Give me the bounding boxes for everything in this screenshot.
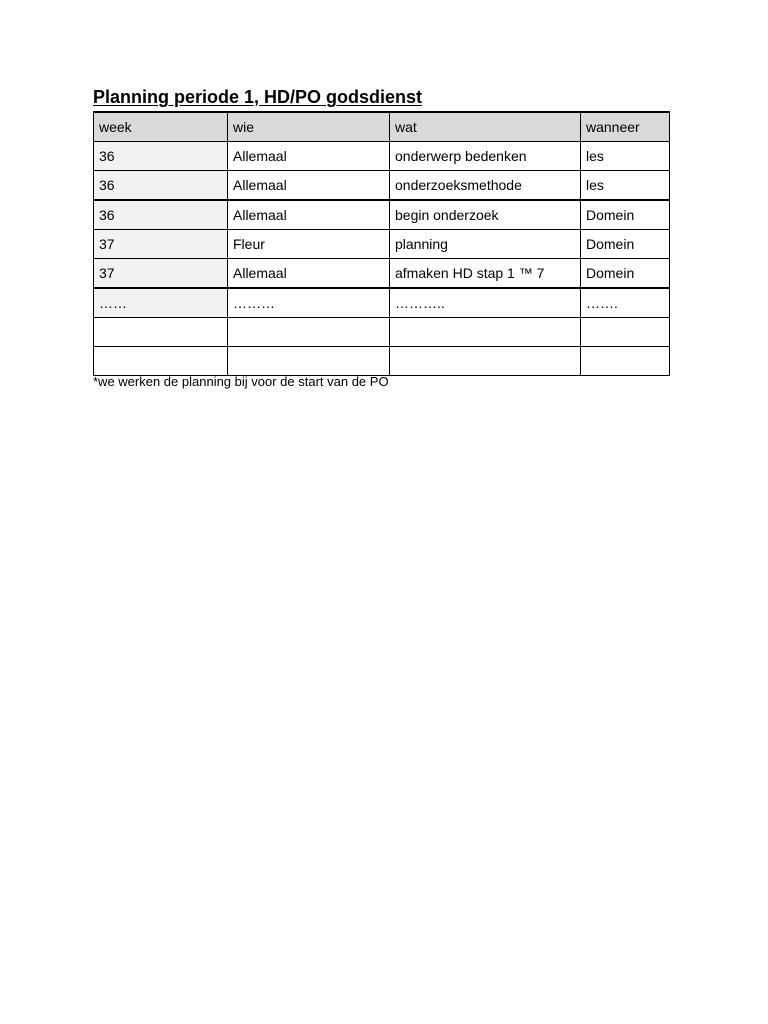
table-row (94, 347, 670, 376)
week-cell: …… (94, 288, 228, 318)
footnote: *we werken de planning bij voor de start van de PO (93, 374, 389, 389)
week-cell: 37 (94, 230, 228, 259)
wie-cell: ……… (228, 288, 390, 318)
wanneer-cell (581, 347, 670, 376)
wanneer-cell: les (581, 142, 670, 171)
wie-cell: Allemaal (228, 142, 390, 171)
wie-cell: Fleur (228, 230, 390, 259)
wanneer-cell: ……. (581, 288, 670, 318)
table-row (94, 288, 670, 318)
wat-cell: afmaken HD stap 1 ™ 7 (390, 259, 581, 289)
wie-cell: Allemaal (228, 200, 390, 230)
wie-cell (228, 318, 390, 347)
week-cell: 36 (94, 142, 228, 171)
wanneer-cell: Domein (581, 230, 670, 259)
wanneer-cell: Domein (581, 200, 670, 230)
wat-cell: begin onderzoek (390, 200, 581, 230)
week-cell: 36 (94, 171, 228, 201)
wie-cell (228, 347, 390, 376)
wat-cell (390, 318, 581, 347)
wanneer-cell: Domein (581, 259, 670, 289)
table-row (94, 318, 670, 347)
wat-cell (390, 347, 581, 376)
table-row (94, 171, 670, 201)
wie-cell: Allemaal (228, 259, 390, 289)
column-header-wanneer: wanneer (581, 112, 670, 142)
table-row (94, 200, 670, 230)
wanneer-cell (581, 318, 670, 347)
table-row (94, 230, 670, 259)
wat-cell: ……….. (390, 288, 581, 318)
wanneer-cell: les (581, 171, 670, 201)
week-cell: 36 (94, 200, 228, 230)
wat-cell: onderzoeksmethode (390, 171, 581, 201)
column-header-wie: wie (228, 112, 390, 142)
wie-cell: Allemaal (228, 171, 390, 201)
table-header-row (94, 112, 670, 142)
column-header-wat: wat (390, 112, 581, 142)
table-row (94, 259, 670, 289)
column-header-week: week (94, 112, 228, 142)
wat-cell: planning (390, 230, 581, 259)
planning-table (93, 111, 670, 376)
table-row (94, 142, 670, 171)
week-cell (94, 347, 228, 376)
wat-cell: onderwerp bedenken (390, 142, 581, 171)
document-title: Planning periode 1, HD/PO godsdienst (93, 87, 423, 107)
week-cell: 37 (94, 259, 228, 289)
week-cell (94, 318, 228, 347)
